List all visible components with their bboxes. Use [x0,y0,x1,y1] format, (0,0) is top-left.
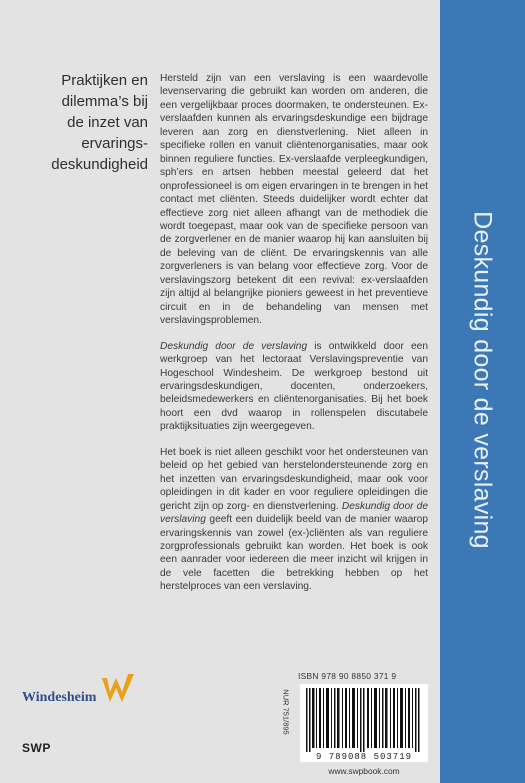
paragraph-2-text: is ontwikkeld door een werkgroep van het lectoraat Verslavingspreventie van Hogeschool Windesheim. De werkgroep bestond uit ervaringsdeskundigen, docenten, onderzoekers, beleidsmedewerkers en cliëntenorganisaties. Bij het boek hoort een dvd waarop in rollenspelen discutabele praktijksituaties zijn weergegeven. [160,340,428,433]
windesheim-logo-icon [100,672,138,704]
tagline-line: deskundigheid [51,156,148,173]
book-title-italic: Deskundig door de verslaving [160,340,308,352]
blurb-paragraph-3 [160,446,428,594]
paragraph-3-text: geeft een duidelijk beeld van de manier waarop ervaringskennis van zowel (ex-)cliënten als van reguliere zorgprofessionals gebruikt kan worden. Het boek is ook een aanrader voor iedereen die meer inzicht wil krijgen in de vele facetten die betrekking hebben op het herstelproces van een verslaving. [160,514,428,593]
blurb-paragraph-2 [160,340,428,434]
isbn-label: ISBN 978 90 8850 371 9 [298,671,397,681]
nur-label: NUR 751/895 [281,689,291,735]
windesheim-logo-text: Windesheim [22,690,97,705]
website-url: www.swpbook.com [328,766,400,776]
barcode [300,684,428,752]
barcode-number: 9 789088 503719 [300,752,428,762]
paragraph-3-start: Het boek is niet alleen geschikt voor het ondersteunen van beleid op het gebied van herstelondersteunende zorg en het inzetten van ervaringsdeskundigheid, maar ook voor opleidingen in dit kader en voor reguliere opleidingen die gericht zijn op zorg- en dienstverlening. [160,446,428,512]
swp-logo: SWP [22,741,51,755]
blurb-text [160,72,428,606]
tagline-line: ervarings- [81,135,148,152]
tagline-line: dilemma’s bij [61,93,148,110]
tagline-line: Praktijken en [61,72,148,89]
blurb-paragraph-1: Hersteld zijn van een verslaving is een waardevolle levenservaring die gebruikt kan worden om anderen, die een vergelijkbaar proces doormaken, te ondersteunen. Ex-verslaafden kunnen als ervaringsdeskundige een bijdrage leveren aan zorg en dienstverlening. Niet alleen in specifieke rollen en vanuit cliëntenorganisaties, maar ook binnen reguliere functies. Ex-verslaafde verpleegkundigen, sph’ers en artsen hebben meestal geleerd dat het onprofessioneel is om eigen ervaringen in te brengen in het contact met cliënten. Steeds duidelijker wordt echter dat effectieve zorg niet alleen afhangt van de methodiek die wordt toegepast, maar ook van de specifieke persoon van de zorgverlener en de manier waarop hij kan aansluiten bij de beleving van de cliënt. De ervaringskennis van alle zorgverleners is van belang voor effectieve zorg. Voor de verslavingszorg betekent dit een revival: ex-verslaafden zijn altijd al belangrijke pioniers geweest in het preventieve circuit en in de behandeling van mensen met verslavingsproblemen. [160,73,428,327]
tagline-line: de inzet van [67,114,148,131]
spine-title: Deskundig door de verslaving [468,211,497,549]
book-title-italic: Deskundig door de verslaving [160,500,428,526]
tagline [18,70,148,175]
